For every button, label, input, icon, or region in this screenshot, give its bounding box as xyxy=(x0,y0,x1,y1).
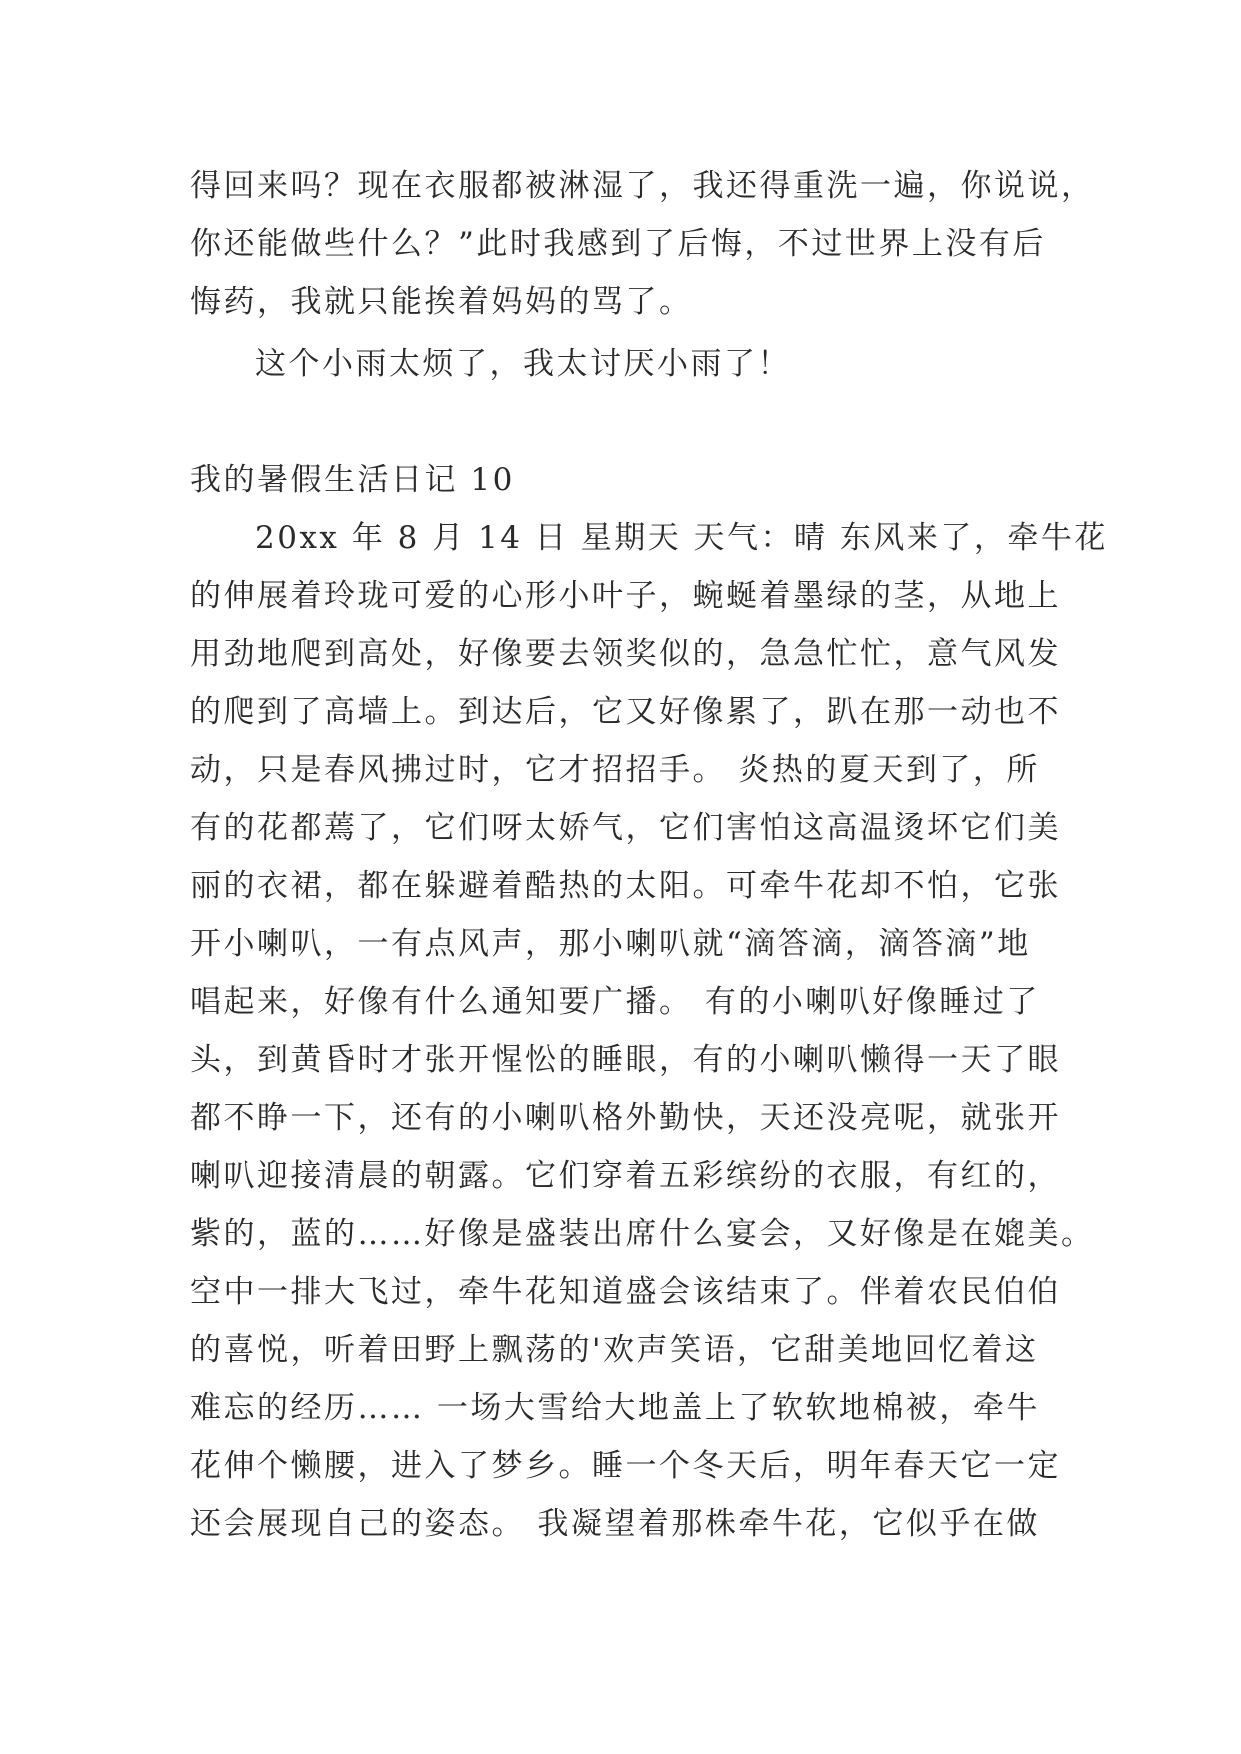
text-line: 都不睁一下，还有的小喇叭格外勤快，天还没亮呢，就张开 xyxy=(190,1100,1061,1136)
text-line: 20xx 年 8 月 14 日 星期天 天气：晴 东风来了，牵牛花 xyxy=(255,520,1108,556)
text-line: 有的花都蔫了，它们呀太娇气，它们害怕这高温烫坏它们美 xyxy=(190,810,1061,846)
text-line: 的爬到了高墙上。到达后，它又好像累了，趴在那一动也不 xyxy=(190,694,1061,730)
text-line: 你还能做些什么？”此时我感到了后悔，不过世界上没有后 xyxy=(190,226,1046,262)
text-line: 得回来吗？现在衣服都被淋湿了，我还得重洗一遍，你说说， xyxy=(190,168,1095,204)
text-line: 花伸个懒腰，进入了梦乡。睡一个冬天后，明年春天它一定 xyxy=(190,1448,1061,1484)
text-line: 开小喇叭，一有点风声，那小喇叭就“滴答滴，滴答滴”地 xyxy=(190,926,1031,962)
text-line: 动，只是春风拂过时，它才招招手。 炎热的夏天到了，所 xyxy=(190,752,1040,788)
text-line: 紫的，蓝的……好像是盛装出席什么宴会，又好像是在媲美。 xyxy=(190,1216,1095,1252)
text-line: 还会展现自己的姿态。 我凝望着那株牵牛花，它似乎在做 xyxy=(190,1506,1040,1542)
text-line: 头，到黄昏时才张开惺忪的睡眼，有的小喇叭懒得一天了眼 xyxy=(190,1042,1061,1078)
text-line: 的喜悦，听着田野上飘荡的'欢声笑语，它甜美地回忆着这 xyxy=(190,1332,1039,1368)
text-line: 用劲地爬到高处，好像要去领奖似的，急急忙忙，意气风发 xyxy=(190,636,1061,672)
text-line: 悔药，我就只能挨着妈妈的骂了。 xyxy=(190,284,693,320)
text-line: 喇叭迎接清晨的朝露。它们穿着五彩缤纷的衣服，有红的， xyxy=(190,1158,1061,1194)
section-title: 我的暑假生活日记 10 xyxy=(190,462,515,498)
text-line: 空中一排大飞过，牵牛花知道盛会该结束了。伴着农民伯伯 xyxy=(190,1274,1061,1310)
text-line: 丽的衣裙，都在躲避着酷热的太阳。可牵牛花却不怕，它张 xyxy=(190,868,1061,904)
paragraph-line: 这个小雨太烦了，我太讨厌小雨了！ xyxy=(255,346,791,382)
text-line: 唱起来，好像有什么通知要广播。 有的小喇叭好像睡过了 xyxy=(190,984,1040,1020)
text-line: 的伸展着玲珑可爱的心形小叶子，蜿蜒着墨绿的茎，从地上 xyxy=(190,578,1061,614)
text-line: 难忘的经历…… 一场大雪给大地盖上了软软地棉被，牵牛 xyxy=(190,1390,1040,1426)
